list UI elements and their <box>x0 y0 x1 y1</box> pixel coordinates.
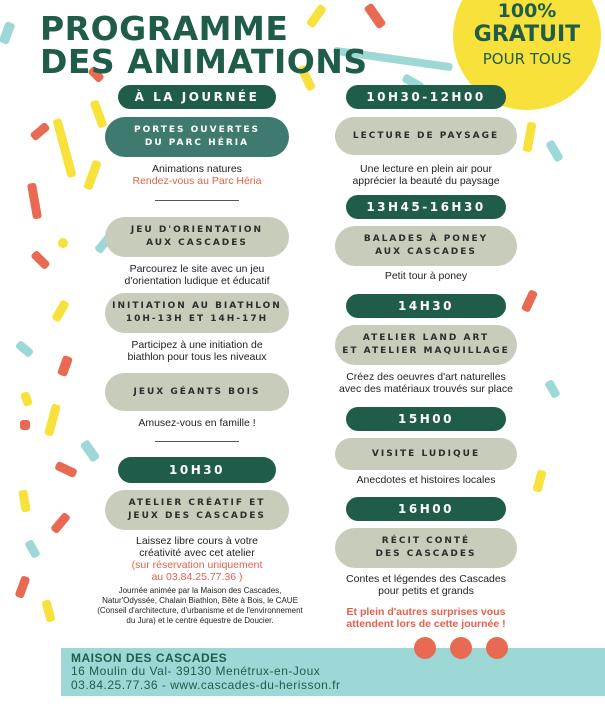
atelier-note2: au 03.84.25.77.36 ) <box>151 571 243 583</box>
decorative-dot <box>450 637 472 659</box>
credits-line3: (Conseil d'architecture, d'urbanisme et de l'environnement <box>97 606 303 615</box>
jeu-desc1: Parcourez le site avec un jeu <box>129 263 265 275</box>
jeu-orientation-pill <box>105 217 289 257</box>
credits-line4: du Jura) et le centre équestre de Doucier. <box>126 616 274 625</box>
jeux-geants-pill <box>105 373 289 411</box>
footer-contact: 03.84.25.77.36 - www.cascades-du-herisson.fr <box>71 678 341 692</box>
biathlon-pill <box>105 293 289 333</box>
atelier-desc1: Laissez libre cours à votre <box>136 535 258 547</box>
lecture-label: LECTURE DE PAYSAGE <box>352 130 500 141</box>
atelier-note1: (sur réservation uniquement <box>131 559 263 571</box>
recit-description <box>320 573 532 597</box>
land-art-pill <box>335 325 517 365</box>
portes-desc: Animations natures <box>152 163 242 175</box>
visite-description <box>320 474 532 486</box>
atelier-line2: JEUX DES CASCADES <box>128 511 266 521</box>
jeu-description <box>105 263 289 287</box>
biathlon-description <box>105 339 289 363</box>
recit-desc1: Contes et légendes des Cascades <box>346 573 506 585</box>
closing-message <box>320 606 532 630</box>
jeu-desc2: d'orientation ludique et éducatif <box>124 275 270 287</box>
section-all-day-label: À LA JOURNÉE <box>134 89 260 104</box>
section-all-day <box>118 85 276 109</box>
time-1500 <box>346 407 506 431</box>
atelier-line1: ATELIER CRÉATIF ET <box>128 498 266 508</box>
recit-line1: RÉCIT CONTÉ <box>381 536 471 546</box>
page-title <box>40 9 368 81</box>
separator <box>155 441 239 442</box>
landart-desc2: avec des matériaux trouvés sur place <box>339 383 513 395</box>
landart-line2: ET ATELIER MAQUILLAGE <box>342 346 510 356</box>
atelier-creatif-pill <box>105 490 289 530</box>
portes-line2: DU PARC HÉRIA <box>144 138 250 148</box>
time-1030-label: 10H30 <box>169 462 225 477</box>
balades-line2: AUX CASCADES <box>375 247 477 257</box>
time-1430 <box>346 294 506 318</box>
time-4-label: 15H00 <box>398 411 454 426</box>
credits-line1: Journée animée par la Maison des Cascades, <box>118 586 282 595</box>
decorative-dot <box>486 637 508 659</box>
balades-line1: BALADES À PONEY <box>363 234 489 244</box>
time-5-label: 16H00 <box>398 501 454 516</box>
recit-conte-pill <box>335 528 517 568</box>
time-1030-1200 <box>346 85 506 109</box>
lecture-desc1: Une lecture en plein air pour <box>360 163 492 175</box>
separator <box>155 200 239 201</box>
decorative-dot <box>414 637 436 659</box>
geants-description <box>105 417 289 429</box>
biathlon-desc1: Participez à une initiation de <box>131 339 263 351</box>
jeu-line1: JEU D'ORIENTATION <box>130 225 264 235</box>
footer-name: MAISON DES CASCADES <box>71 651 228 665</box>
visite-ludique-pill <box>335 438 517 470</box>
time-2-label: 13H45-16H30 <box>366 199 486 214</box>
biathlon-line1: INITIATION AU BIATHLON <box>112 301 282 311</box>
atelier-desc2: créativité avec cet atelier <box>139 547 255 559</box>
credits <box>80 586 320 626</box>
land-art-description <box>315 371 537 395</box>
portes-ouvertes-pill <box>105 117 289 157</box>
time-1345-1630 <box>346 195 506 219</box>
title-line2: DES ANIMATIONS <box>40 42 368 81</box>
closing-line1: Et plein d'autres surprises vous <box>346 606 506 618</box>
time-1030 <box>118 457 276 483</box>
visite-desc: Anecdotes et histoires locales <box>356 474 496 486</box>
portes-link: Rendez-vous au Parc Héria <box>132 175 262 187</box>
recit-line2: DES CASCADES <box>375 549 477 559</box>
badge-free: GRATUIT <box>473 22 581 47</box>
atelier-description <box>105 535 289 583</box>
geants-desc: Amusez-vous en famille ! <box>138 417 256 429</box>
biathlon-desc2: biathlon pour tous les niveaux <box>127 351 267 363</box>
footer-contact-bar <box>61 648 605 696</box>
balades-desc: Petit tour à poney <box>384 270 468 282</box>
title-line1: PROGRAMME <box>40 9 289 48</box>
time-1-label: 10H30-12H00 <box>366 89 486 104</box>
landart-desc1: Créez des oeuvres d'art naturelles <box>346 371 506 383</box>
balades-pill <box>335 226 517 266</box>
credits-line2: Natur'Odyssée, Chalain Biathlon, Bête à Bois, le CAUE <box>102 596 298 605</box>
time-3-label: 14H30 <box>398 298 454 313</box>
closing-line2: attendent lors de cette journée ! <box>346 618 506 630</box>
biathlon-line2: 10H-13H ET 14H-17H <box>125 314 269 324</box>
portes-description <box>105 163 289 187</box>
lecture-description <box>320 163 532 187</box>
visite-label: VISITE LUDIQUE <box>371 448 481 459</box>
portes-line1: PORTES OUVERTES <box>133 125 261 135</box>
lecture-desc2: apprécier la beauté du paysage <box>352 175 500 187</box>
time-1600 <box>346 497 506 521</box>
balades-description <box>320 270 532 282</box>
footer-address: 16 Moulin du Val- 39130 Menétrux-en-Joux <box>71 664 321 678</box>
badge-for-all: POUR TOUS <box>482 50 572 68</box>
lecture-pill <box>335 117 517 155</box>
recit-desc2: pour petits et grands <box>378 585 474 597</box>
landart-line1: ATELIER LAND ART <box>362 333 490 343</box>
geants-line1: JEUX GÉANTS BOIS <box>133 386 261 397</box>
jeu-line2: AUX CASCADES <box>146 238 248 248</box>
badge-percent: 100% <box>497 0 557 22</box>
